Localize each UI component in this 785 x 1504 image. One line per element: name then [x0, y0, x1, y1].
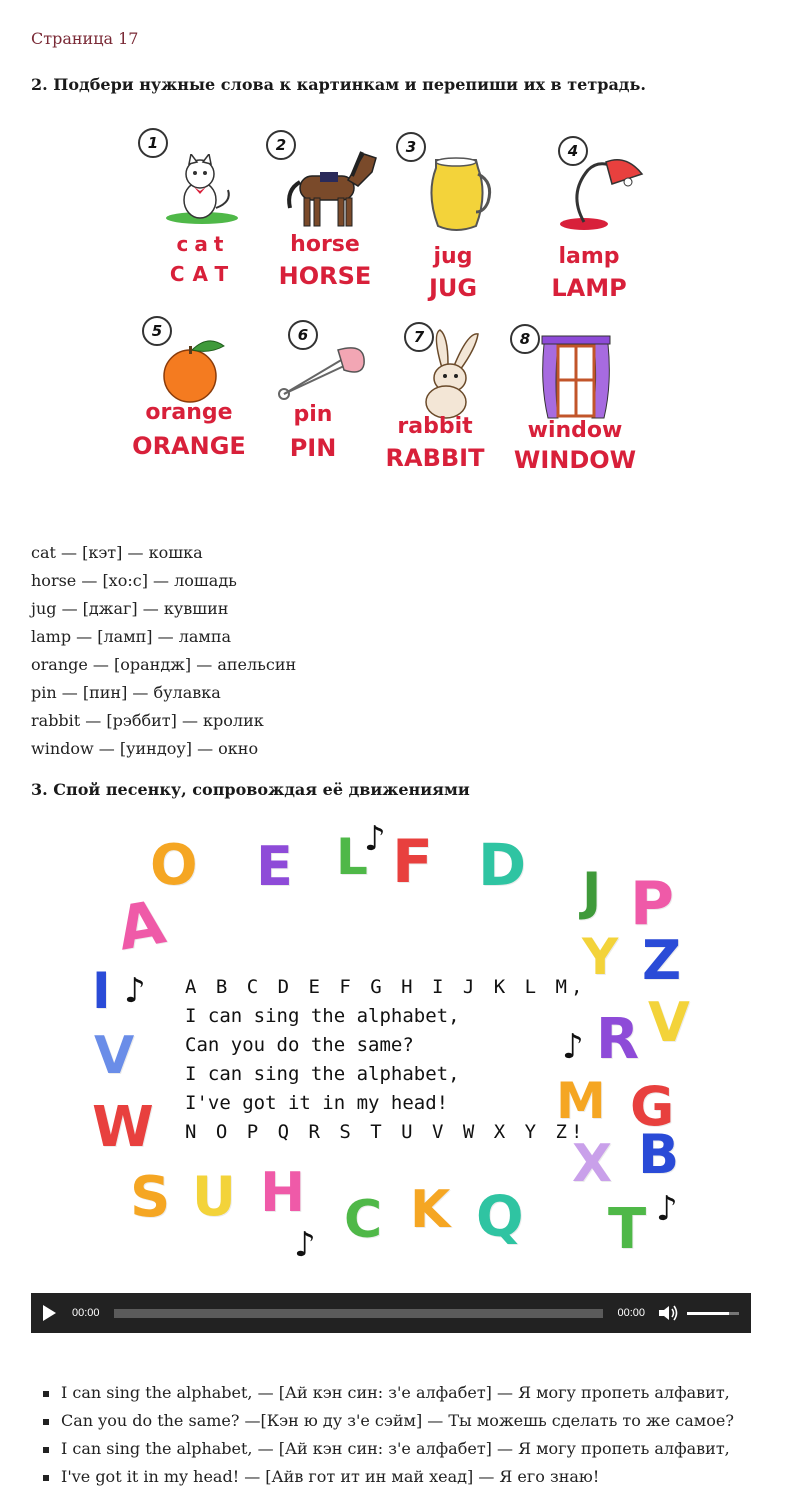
decorative-letter: S — [130, 1165, 171, 1230]
song-line: I can sing the alphabet, — [185, 1063, 460, 1085]
decorative-letter: K — [410, 1180, 451, 1240]
decorative-letter: L — [336, 828, 368, 886]
word-lower: window — [527, 418, 623, 443]
list-item: I've got it in my head! — [Айв гот ит ин май хеад] — Я его знаю! — [43, 1463, 734, 1491]
volume-slider[interactable] — [687, 1312, 739, 1315]
number-badge: 4 — [558, 136, 588, 166]
volume-icon[interactable] — [657, 1304, 679, 1322]
horse-icon — [282, 146, 386, 230]
number-badge: 7 — [404, 322, 434, 352]
number-badge: 2 — [266, 130, 296, 160]
music-note-icon: ♪ — [656, 1189, 678, 1229]
window-icon — [538, 334, 614, 420]
current-time: 00:00 — [72, 1307, 100, 1319]
picture-card-pin — [248, 314, 378, 494]
word-upper: ORANGE — [132, 432, 246, 460]
vocab-line: lamp — [ламп] — лампа — [31, 627, 232, 646]
decorative-letter: G — [630, 1075, 675, 1138]
decorative-letter: A — [112, 887, 171, 965]
decorative-letter: V — [94, 1026, 135, 1086]
pin-icon — [278, 342, 370, 402]
number-badge: 3 — [396, 132, 426, 162]
song-translation-list — [43, 1379, 734, 1491]
decorative-letter: V — [648, 991, 690, 1054]
word-upper: LAMP — [551, 274, 627, 302]
word-lower: jug — [433, 244, 473, 269]
decorative-letter: R — [596, 1007, 640, 1072]
vocab-line: rabbit — [рэббит] — кролик — [31, 711, 264, 730]
decorative-letter: X — [572, 1134, 613, 1194]
vocab-line: horse — [хо:с] — лошадь — [31, 571, 237, 590]
picture-card-orange — [124, 314, 254, 494]
audio-player — [31, 1293, 751, 1333]
decorative-letter: B — [638, 1123, 680, 1186]
number-badge: 1 — [138, 128, 168, 158]
word-lower: pin — [293, 402, 333, 427]
decorative-letter: M — [556, 1072, 606, 1130]
picture-card-window — [510, 314, 640, 494]
number-badge: 8 — [510, 324, 540, 354]
decorative-letter: H — [260, 1161, 306, 1224]
decorative-letter: I — [92, 962, 111, 1020]
word-lower: cat — [176, 232, 230, 256]
decorative-letter: F — [392, 827, 433, 897]
song-lyrics — [185, 973, 586, 1147]
decorative-letter: U — [192, 1165, 236, 1228]
music-note-icon: ♪ — [562, 1027, 584, 1067]
word-upper: WINDOW — [513, 446, 637, 474]
list-item: I can sing the alphabet, — [Ай кэн син: з'е алфабет] — Я могу пропеть алфавит, — [43, 1435, 734, 1463]
list-item: I can sing the alphabet, — [Ай кэн син: з'е алфабет] — Я могу пропеть алфавит, — [43, 1379, 734, 1407]
word-upper: PIN — [289, 434, 337, 462]
rabbit-icon — [412, 328, 484, 420]
song-line: A B C D E F G H I J K L M, — [185, 976, 587, 998]
vocab-line: jug — [джаг] — кувшин — [31, 599, 229, 618]
decorative-letter: J — [582, 862, 602, 922]
word-lower: horse — [290, 232, 360, 257]
vocab-line: orange — [орандж] — апельсин — [31, 655, 297, 674]
decorative-letter: P — [630, 869, 674, 939]
decorative-letter: Z — [642, 929, 682, 992]
vocab-line: cat — [кэт] — кошка — [31, 543, 203, 562]
play-icon[interactable] — [43, 1305, 56, 1321]
picture-card-jug — [388, 126, 518, 306]
music-note-icon: ♪ — [364, 819, 386, 859]
word-upper: HORSE — [278, 262, 372, 290]
progress-slider[interactable] — [114, 1309, 604, 1318]
list-item: Can you do the same? —[Кэн ю ду з'е сэйм] — Ты можешь сделать то же самое? — [43, 1407, 734, 1435]
song-line: I've got it in my head! — [185, 1092, 449, 1114]
decorative-letter: E — [256, 835, 293, 898]
number-badge: 6 — [288, 320, 318, 350]
task2-heading: 2. Подбери нужные слова к картинкам и перепиши их в тетрадь. — [31, 75, 646, 94]
picture-grid — [120, 118, 660, 480]
decorative-letter: T — [608, 1197, 647, 1262]
decorative-letter: Q — [476, 1185, 524, 1250]
task3-heading: 3. Спой песенку, сопровождая её движениями — [31, 780, 470, 799]
picture-card-lamp — [524, 126, 654, 306]
duration: 00:00 — [617, 1307, 645, 1319]
music-note-icon: ♪ — [124, 971, 146, 1011]
decorative-letter: D — [478, 831, 527, 899]
word-upper: RABBIT — [385, 444, 485, 472]
picture-card-horse — [260, 126, 390, 306]
picture-card-cat — [138, 126, 268, 306]
song-line: I can sing the alphabet, — [185, 1005, 460, 1027]
cat-icon — [162, 154, 242, 226]
number-badge: 5 — [142, 316, 172, 346]
vocab-line: pin — [пин] — булавка — [31, 683, 221, 702]
decorative-letter: C — [344, 1190, 383, 1250]
decorative-letter: O — [150, 833, 198, 898]
music-note-icon: ♪ — [294, 1225, 316, 1265]
orange-icon — [158, 334, 230, 404]
picture-card-rabbit — [370, 314, 500, 494]
page-label: Страница 17 — [31, 29, 139, 48]
word-upper: JUG — [428, 274, 478, 302]
song-line: Can you do the same? — [185, 1034, 414, 1056]
decorative-letter: W — [92, 1095, 154, 1160]
alphabet-song-illustration — [88, 818, 708, 1278]
lamp-icon — [548, 154, 648, 232]
word-lower: lamp — [558, 244, 620, 269]
jug-icon — [426, 154, 496, 236]
vocab-line: window — [уиндоу] — окно — [31, 739, 259, 758]
volume-fill — [687, 1312, 729, 1315]
word-upper: CAT — [169, 262, 237, 286]
word-lower: orange — [145, 400, 233, 425]
vocabulary-list — [31, 539, 296, 763]
song-line: N O P Q R S T U V W X Y Z! — [185, 1121, 587, 1143]
decorative-letter: Y — [582, 928, 619, 986]
word-lower: rabbit — [397, 414, 473, 439]
